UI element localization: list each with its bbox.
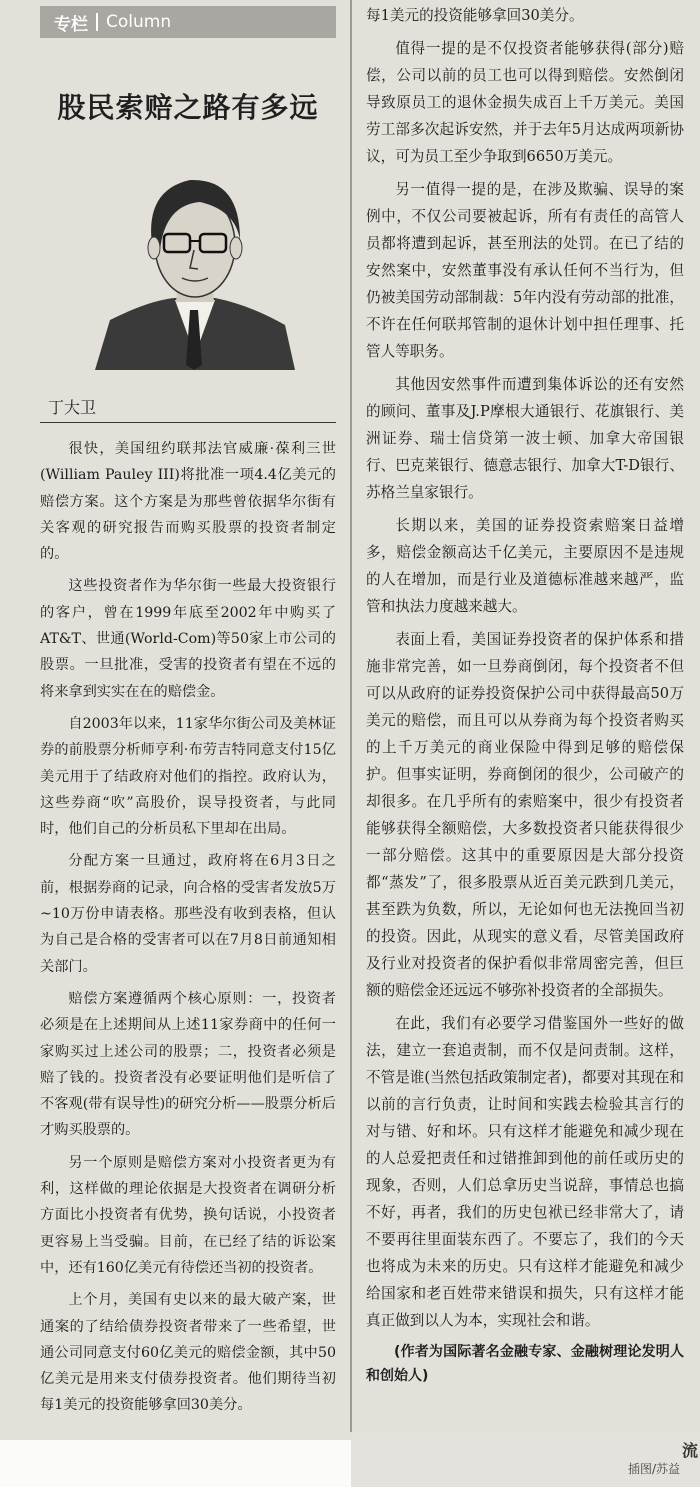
paragraph: 分配方案一旦通过，政府将在6月3日之前，根据券商的记录，向合格的受害者发放5万~10万份申请表格。那些没有收到表格，但认为自己是合格的受害者可以在7月8日前通知相关部门。 [40,853,336,975]
paragraph-continuation: 每1美元的投资能够拿回30美分。 [366,7,584,24]
paragraph: 另一个原则是赔偿方案对小投资者更为有利，这样做的理论依据是大投资者在调研分析方面比小投资者有优势，换句话说，小投资者更容易上当受骗。目前，在已经了结的诉讼案中，还有160亿美元有待偿还当初的投资者。 [40,1154,336,1276]
paragraph: 表面上看，美国证券投资者的保护体系和措施非常完善，如一旦券商倒闭，每个投资者不但可以从政府的证券投资保护公司中获得最高50万美元的赔偿，而且可以从券商为每个投资者购买的上千万美元的商业保险中得到足够的赔偿保护。但事实证明，券商倒闭的很少，公司破产的却很多。在几乎所有的索赔案中，很少有投资者能够获得全额赔偿，大多数投资者只能获得很少一部分赔偿。这其中的重要原因是大部分投资都“蒸发”了，很多股票从近百美元跌到几美元，甚至跌为负数，所以，无论如何也无法挽回当初的投资。因此，从现实的意义看，尽管美国政府及行业对投资者的保护看似非常周密完善，但巨额的赔偿金还远远不够弥补投资者的全部损失。 [366,631,684,999]
paragraph: 很快，美国纽约联邦法官威廉·葆利三世(William Pauley III)将批准一项4.4亿美元的赔偿方案。这个方案是为那些曾依据华尔街有关客观的研究报告而购买股票的投资者制定的。 [40,441,336,563]
paragraph: 值得一提的是不仅投资者能够获得(部分)赔偿，公司以前的员工也可以得到赔偿。安然倒闭导致原员工的退休金损失成百上千万美元。美国劳工部多次起诉安然，并于去年5月达成两项新协议，可为员工至少争取到6650万美元。 [366,40,684,165]
paragraph: 赔偿方案遵循两个核心原则：一，投资者必须是在上述期间从上述11家券商中的任何一家购买过上述公司的股票；二，投资者必须是赔了钱的。投资者没有必要证明他们是听信了不客观(带有误导性)的研究分析——股票分析后才购买股票的。 [40,990,336,1139]
cropped-edge-glyph: 流 [681,1441,698,1460]
headline: 股民索赔之路有多远 [57,91,319,124]
illustration-credit: 插图/苏益 [627,1462,680,1476]
section-label-zh: 专栏 [54,14,88,35]
article-left-column [40,436,336,1425]
section-header [40,6,336,38]
paragraph: 这些投资者作为华尔街一些最大投资银行的客户，曾在1999年底至2002年中购买了AT&T、世通(World-Com)等50家上市公司的股票。一旦批准，受害的投资者有望在不远的将来拿到实实在在的赔偿金。 [40,578,336,700]
article-right-column [366,2,684,1394]
section-separator [96,13,98,31]
author-name: 丁大卫 [48,398,97,417]
paragraph: 另一值得一提的是，在涉及欺骗、误导的案例中，不仅公司要被起诉，所有有责任的高管人员都将遭到起诉，甚至刑法的处罚。在已了结的安然案中，安然董事没有承认任何不当行为，但仍被美国劳动部制裁：5年内没有劳动部的批准，不许在任何联邦管制的退休计划中担任理事、托管人等职务。 [366,181,684,360]
column-divider [350,0,352,1432]
author-note: (作者为国际著名金融专家、金融树理论发明人和创始人) [366,1344,684,1384]
section-label-en: Column [106,12,172,32]
blank-margin [0,1440,351,1487]
author-portrait-illustration [90,150,300,370]
paragraph: 其他因安然事件而遭到集体诉讼的还有安然的顾问、董事及J.P摩根大通银行、花旗银行、美洲证券、瑞士信贷第一波士顿、加拿大帝国银行、巴克莱银行、德意志银行、加拿大T-D银行、苏格兰皇家银行。 [366,376,684,501]
paragraph: 在此，我们有必要学习借鉴国外一些好的做法，建立一套追责制，而不仅是问责制。这样，不管是谁(当然包括政策制定者)，都要对其现在和以前的言行负责，让时间和实践去检验其言行的对与错、好和坏。只有这样才能避免和减少现在的人总爱把责任和过错推卸到他的前任或历史的现象，否则，人们总拿历史当说辞，事情总也搞不好，再者，我们的历史包袱已经非常大了，请不要再往里面装东西了。不要忘了，我们的今天也将成为未来的历史。只有这样才能避免和减少给国家和老百姓带来错误和损失，只有这样才能真正做到以人为本，实现社会和谐。 [366,1015,684,1329]
paragraph: 自2003年以来，11家华尔街公司及美林证券的前股票分析师亨利·布劳吉特同意支付15亿美元用于了结政府对他们的指控。政府认为，这些券商“吹”高股价，误导投资者，与此同时，他们自己的分析员私下里却在出局。 [40,715,336,838]
author-byline [40,395,336,423]
paragraph: 长期以来，美国的证券投资索赔案日益增多，赔偿金额高达千亿美元，主要原因不是违规的人在增加，而是行业及道德标准越来越严，监管和执法力度越来越大。 [366,517,684,615]
paragraph: 上个月，美国有史以来的最大破产案，世通案的了结给债券投资者带来了一些希望，世通公司同意支付60亿美元的赔偿金额，其中50亿美元是用来支付债券投资者。他们期待当初每1美元的投资能够拿回30美分。 [40,1292,336,1414]
